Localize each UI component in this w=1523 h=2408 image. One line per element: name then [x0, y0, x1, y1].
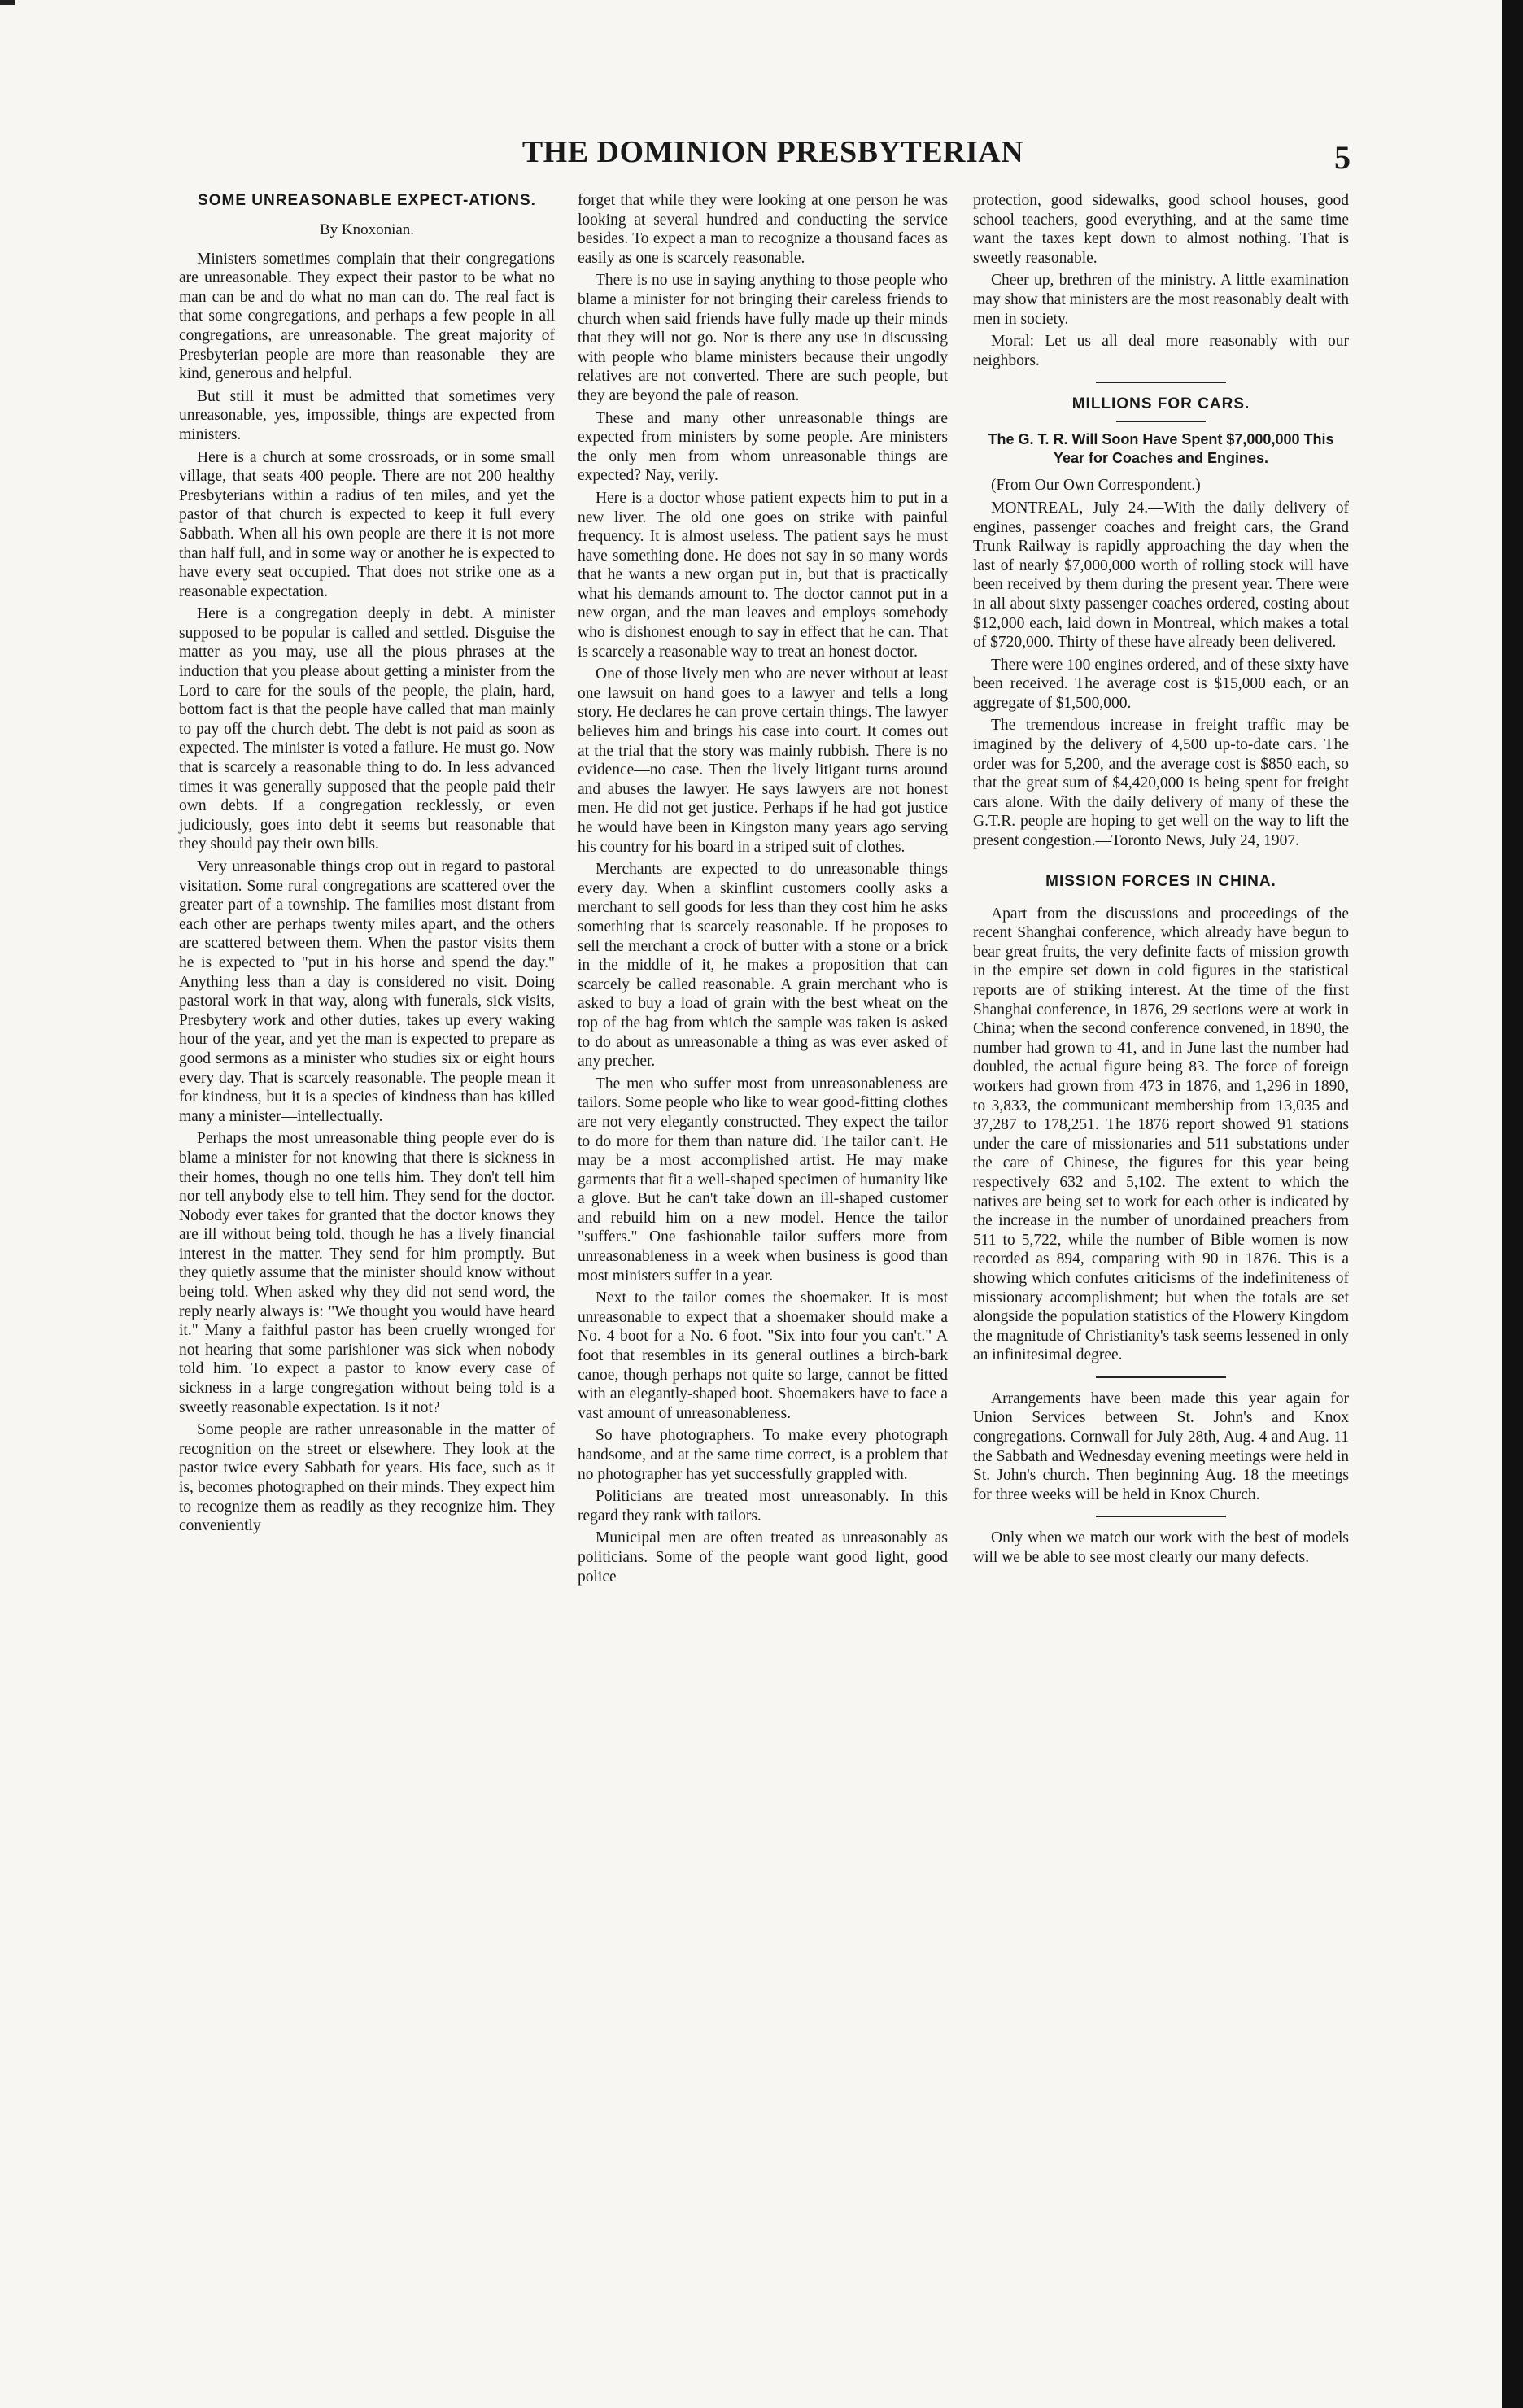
notice-paragraph: Only when we match our work with the best of models will we be able to see most clearly our many defects. [973, 1529, 1349, 1567]
paragraph: But still it must be admitted that sometimes very unreasonable, yes, impossible, things are expected from ministers. [179, 387, 555, 443]
paragraph: There were 100 engines ordered, and of these sixty have been received. The average cost is $15,000 each, or an aggregate of $1,500,000. [973, 656, 1349, 712]
paragraph: Here is a congregation deeply in debt. A minister supposed to be popular is called and settled. Disguise the matter as you may, use all the pious phrases at the induction that you please about getting a minister from the Lord to care for the souls of the people, the plain, hard, bottom fact is that the people have called that man mainly to pay off the church debt. The debt is not paid as soon as expected. The minister is voted a failure. He must go. Now that is scarcely a reasonable thing to do. In less advanced times it was generally supposed that the people paid their own debts. If a congregation recklessly, or even judiciously, goes into debt it seems but reasonable that they should pay their own bills. [179, 605, 555, 853]
paragraph: Perhaps the most unreasonable thing people ever do is blame a minister for not knowing that there is sickness in their homes, though no one tells him. They don't tell him nor tell anybody else to tell him. They send for the doctor. Nobody ever takes for granted that the doctor knows they are ill without being told, though he has a lively financial interest in the matter. They send for him promptly. But they quietly assume that the minister should know without being told. When asked why they did not send word, the reply nearly always is: "We thought you would have heard it." Many a faithful pastor has been cruelly wronged for not hearing that some parishioner was sick when nobody told him. To expect a pastor to know every case of sickness in a large congregation without being told is a sweetly reasonable expectation. Is it not? [179, 1130, 555, 1416]
paragraph: These and many other unreasonable things are expected from ministers by some people. Are ministers the only men from whom unreasonable things are expected? Nay, verily. [578, 409, 948, 485]
paragraph: Here is a church at some crossroads, or in some small village, that seats 400 people. There are not 200 healthy Presbyterians within a radius of ten miles, and yet the pastor of that church is expected to keep it full every Sabbath. When all his own people are there it is not more than half full, and in some way or another he is expected to have every seat occupied. That does not strike one as a reasonable expectation. [179, 448, 555, 600]
column-1 [179, 191, 555, 1539]
paragraph: Municipal men are often treated as unreasonably as politicians. Some of the people want good light, good police [578, 1529, 948, 1586]
paragraph: forget that while they were looking at one person he was looking at several hundred and conducting the service besides. To expect a man to recognize a thousand faces as easily as one is scarcely reasonable. [578, 192, 948, 267]
paragraph: Merchants are expected to do unreasonable things every day. When a skinflint customers coolly asks a merchant to sell goods for less than they cost him he asks something that is scarcely reasonable. If he proposes to sell the merchant a crock of butter with a stone or a brick in the middle of it, he makes a proposition that can scarcely be called reasonable. A grain merchant who is asked to buy a load of grain with the best wheat on the top of the bag from which the sample was taken is asked to do about as unreasonable a thing as was ever asked of any precher. [578, 861, 948, 1071]
section-divider [1096, 382, 1226, 383]
byline: By Knoxonian. [319, 221, 415, 238]
paragraph: The tremendous increase in freight traffic may be imagined by the delivery of 4,500 up-to-date cars. The order was for 5,200, and the average cost is $850 each, so that the great sum of $4,420,000 is being spent for freight cars alone. With the daily delivery of many of these the G.T.R. people are hoping to get well on the way to lift the present congestion.—Toronto News, July 24, 1907. [973, 717, 1349, 850]
paragraph: Cheer up, brethren of the ministry. A little examination may show that ministers are the most reasonably dealt with men in society. [973, 272, 1349, 328]
section-divider [1096, 1376, 1226, 1378]
article-title: MILLIONS FOR CARS. [1071, 395, 1250, 413]
paragraph: Ministers sometimes complain that their congregations are unreasonable. They expect their pastor to be what no man can be and do what no man can do. The real fact is that some congregations, and perhaps a few people in all congregations, are unreasonable. The great majority of Presbyterian people are more than reasonable—they are kind, generous and helpful. [179, 250, 555, 383]
section-divider [1096, 1516, 1226, 1517]
article-subtitle: The G. T. R. Will Soon Have Spent $7,000,000 This Year for Coaches and Engines. [988, 431, 1334, 467]
masthead: THE DOMINION PRESBYTERIAN [521, 135, 1024, 169]
page-number: 5 [1334, 139, 1351, 176]
paragraph: Very unreasonable things crop out in regard to pastoral visitation. Some rural congregations are scattered over the greater part of a township. The families most distant from each other are perhaps twenty miles apart, and the others are scattered between them. When the pastor visits them he is expected to "put in his horse and spend the day." Anything less than a day is considered no visit. Doing pastoral work in that way, along with funerals, sick visits, Presbytery work and other duties, takes up every waking hour of the year, and yet the man is expected to prepare as good sermons as a minister who studies six or eight hours every day. That is scarcely reasonable. The people mean it for kindness, but it is a species of kindness than has killed many a minister—intellectually. [179, 858, 555, 1125]
paragraph: protection, good sidewalks, good school houses, good school teachers, good everything, and at the same time want the taxes kept down to almost nothing. That is sweetly reasonable. [973, 192, 1349, 267]
paragraph: Moral: Let us all deal more reasonably with our neighbors. [973, 333, 1349, 369]
paragraph: So have photographers. To make every photograph handsome, and at the same time correct, is a problem that no photographer has yet successfully grappled with. [578, 1427, 948, 1483]
paragraph: Next to the tailor comes the shoemaker. It is most unreasonable to expect that a shoemaker should make a No. 4 boot for a No. 6 foot. "Six into four you can't." A foot that resembles in its general outlines a birch-bark canoe, though perhaps not quite so large, cannot be fitted with an elegantly-shaped boot. Shoemakers have to face a vast amount of unreasonableness. [578, 1289, 948, 1422]
column-3 [973, 191, 1349, 1571]
paragraph: Some people are rather unreasonable in the matter of recognition on the street or elsewhere. They look at the pastor twice every Sabbath for years. His face, such as it is, becomes photographed on their minds. They expect him to recognize them as readily as they recognize him. They conveniently [179, 1421, 555, 1535]
column-2 [578, 191, 948, 1590]
paragraph: The men who suffer most from unreasonableness are tailors. Some people who like to wear good-fitting clothes are not very elegantly constructed. They expect the tailor to do more for them than nature did. The tailor can't. He may be a most accomplished artist. He may make garments that fit a well-shaped specimen of humanity like a glove. But he can't take down an ill-shaped customer and rebuild him on a new model. Hence the tailor "suffers." One fashionable tailor suffers more from unreasonableness in a week when business is good than most ministers suffer in a year. [578, 1075, 948, 1285]
title-rule [1116, 421, 1206, 422]
dateline: (From Our Own Correspondent.) [991, 477, 1201, 495]
scan-edge [1502, 0, 1523, 2408]
article-title: SOME UNREASONABLE EXPECT-ATIONS. [198, 192, 536, 209]
paragraph: Politicians are treated most unreasonably. In this regard they rank with tailors. [578, 1488, 948, 1525]
paragraph: One of those lively men who are never without at least one lawsuit on hand goes to a lawyer and tells a long story. He declares he can prove certain things. The lawyer believes him and brings his case into court. It comes out at the trial that the story was mainly rubbish. There is no evidence—no case. Then the lively litigant turns around and abuses the lawyer. He says lawyers are not honest men. He did not get justice. Perhaps if he had got justice he would have been in Kingston many years ago serving his country for his board in a striped suit of clothes. [578, 665, 948, 856]
notice-paragraph: Arrangements have been made this year again for Union Services between St. John's and Knox congregations. Cornwall for July 28th, Aug. 4 and Aug. 11 the Sabbath and Wednesday evening meetings were held in St. John's church. Then beginning Aug. 18 the meetings for three weeks will be held in Knox Church. [973, 1389, 1349, 1503]
paragraph: Apart from the discussions and proceedings of the recent Shanghai conference, which already have begun to bear great fruits, the very definite facts of mission growth in the empire set down in cold figures in the statistical reports are of striking interest. At the time of the first Shanghai conference, in 1876, 29 sections were at work in China; when the second conference convened, in 1890, the number had grown to 41, and in June last the number had doubled, the actual figure being 83. The force of foreign workers had grown from 473 in 1876, and 1,296 in 1890, to 3,833, the communicant membership from 13,035 and 37,287 to 178,251. The 1876 report showed 91 stations under the care of missionaries and 511 substations under the care of Chinese, the figures for this year being respectively 632 and 5,102. The extent to which the natives are being set to work for each other is indicated by the increase in the number of unordained preachers from 511 to 5,722, while the number of Bible women is now recorded as 894, comparing with 90 in 1876. This is a showing which confutes criticisms of the indefiniteness of missionary accomplishment; but when the totals are set alongside the population statistics of the Flowery Kingdom the magnitude of Christianity's task seems lessened in only an infinitesimal degree. [973, 905, 1349, 1364]
paragraph: There is no use in saying anything to those people who blame a minister for not bringing their careless friends to church when said friends have fully made up their minds that they will not go. Nor is there any use in discussing with people who blame ministers because their ungodly relatives are not converted. There are such people, but they are beyond the pale of reason. [578, 272, 948, 404]
article-title: MISSION FORCES IN CHINA. [1045, 872, 1276, 890]
paragraph: MONTREAL, July 24.—With the daily delivery of engines, passenger coaches and freight cars, the Grand Trunk Railway is rapidly approaching the day when the last of nearly $7,000,000 worth of rolling stock will have been received by them during the present year. There were in all about sixty passenger coaches ordered, costing about $12,000 each, laid down in Montreal, which makes a total of $720,000. Thirty of these have already been delivered. [973, 499, 1349, 652]
scan-edge-mark [0, 0, 15, 5]
paragraph: Here is a doctor whose patient expects him to put in a new liver. The old one goes on strike with painful frequency. It is almost useless. The patient says he must have something done. He does not say in so many words that he wants a new organ put in, but that is practically what his demands amount to. The doctor cannot put in a new organ, and the man leaves and employs somebody who is dishonest enough to say in effect that he can. That is scarcely a reasonable way to treat an honest doctor. [578, 489, 948, 661]
